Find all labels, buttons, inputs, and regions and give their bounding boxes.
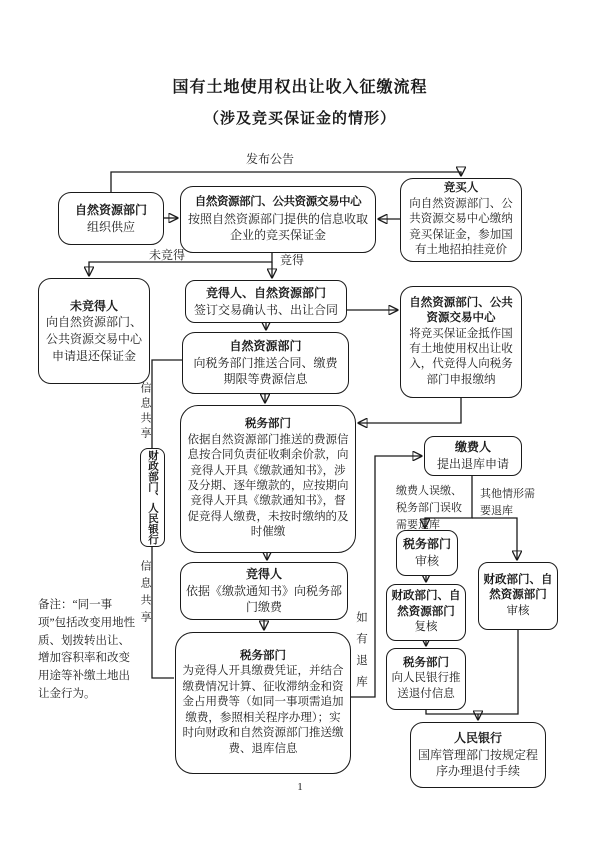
node-fiscal-pboc-bank: [140, 448, 165, 547]
node-pboc: [410, 722, 546, 788]
node-not-won-bidder-body: 向自然资源部门、公共资源交易中心申请退还保证金: [45, 315, 142, 363]
edge-review-merge: [478, 630, 518, 714]
node-sign-contract-title: 竞得人、自然资源部门: [205, 285, 326, 300]
label-info-share-top: 信息共享: [139, 382, 151, 442]
label-won: 竞得: [280, 253, 305, 267]
page-subtitle: （涉及竞买保证金的情形）: [203, 111, 396, 127]
label-if-refund: 如有退库: [355, 611, 367, 697]
node-tax-collect: [180, 405, 356, 553]
node-fiscal-recheck-title: 财政部门、自然资源部门: [391, 590, 461, 618]
node-organize-supply-title: 自然资源部门: [74, 202, 147, 217]
node-collect-deposit-title: 自然资源部门、公共资源交易中心: [194, 196, 362, 209]
edge-offset-to-taxcollect: [359, 398, 461, 423]
node-fiscal-recheck-body: 复核: [414, 621, 438, 634]
node-fiscal-review-body: 审核: [506, 604, 530, 617]
node-sign-contract-body: 签订交易确认书、出让合同: [193, 302, 338, 317]
node-fiscal-review: [478, 562, 558, 630]
node-tax-voucher: [175, 632, 351, 774]
page-number: 1: [297, 781, 303, 793]
node-tax-push-refund: [386, 648, 466, 710]
label-wrong-payment: 缴费人误缴、税务部门误收需要退库: [396, 485, 462, 532]
node-collect-deposit: [180, 186, 376, 253]
node-not-won-bidder-title: 未竞得人: [69, 298, 118, 313]
node-fiscal-review-title: 财政部门、自然资源部门: [483, 573, 553, 602]
node-payer-refund: [424, 436, 522, 476]
node-tax-review-body: 审核: [414, 554, 439, 568]
edge-refund-split-right: [472, 518, 517, 559]
node-winner-pay-body: 依据《缴款通知书》向税务部门缴费: [186, 583, 343, 615]
node-deposit-offset: [400, 286, 522, 398]
node-tax-push-refund-title: 税务部门: [403, 656, 449, 669]
edge-pushrefund-merge: [426, 710, 478, 714]
node-sign-contract: [185, 280, 347, 323]
node-bidder: [400, 178, 522, 262]
node-winner-pay: [180, 562, 348, 620]
node-payer-refund-title: 缴费人: [454, 440, 491, 455]
node-tax-collect-title: 税务部门: [245, 418, 291, 431]
node-tax-voucher-body: 为竞得人开具缴费凭证，并结合缴费情况计算、征收滞纳金和资金占用费等（如同一事项需追加缴费，参照相关程序办理）；实时向财政和自然资源部门推送缴费、退库信息: [182, 665, 344, 755]
node-push-fee-info-body: 向税务部门推送合同、缴费期限等费源信息: [193, 355, 338, 387]
node-fiscal-recheck: [386, 584, 466, 641]
node-push-fee-info: [182, 332, 349, 394]
node-tax-push-refund-body: 向人民银行推送退付信息: [391, 672, 461, 700]
label-publish-notice: 发布公告: [245, 152, 294, 166]
node-pboc-title: 人民银行: [453, 731, 502, 746]
label-other-refund: 其他情形需要退库: [480, 488, 535, 518]
node-tax-voucher-title: 税务部门: [240, 650, 286, 663]
node-payer-refund-body: 提出退库申请: [436, 457, 509, 471]
node-collect-deposit-body: 按照自然资源部门提供的信息收取企业的竞买保证金: [187, 211, 368, 243]
node-organize-supply-body: 组织供应: [86, 219, 135, 234]
node-not-won-bidder: [38, 278, 150, 384]
node-tax-review-title: 税务部门: [402, 537, 451, 552]
node-organize-supply: [58, 192, 164, 245]
page-title: 国有土地使用权出让收入征缴流程: [172, 79, 428, 96]
label-info-share-bottom: 信息共享: [139, 560, 151, 628]
node-fiscal-pboc-bank-title: 财政部门、人民银行: [147, 450, 158, 545]
node-tax-review: [396, 530, 458, 576]
node-bidder-title: 竞买人: [443, 182, 479, 195]
node-deposit-offset-body: 将竞买保证金抵作国有土地使用权出让收入，代竞得人向税务部门申报缴纳: [409, 327, 513, 386]
footnote: 备注：“同一事项”包括改变用地性质、划拨转出让、增加容积率和改变用途等补缴土地出让金行为。: [38, 599, 136, 701]
node-bidder-body: 向自然资源部门、公共资源交易中心缴纳竞买保证金，参加国有土地招拍挂竞价: [409, 197, 513, 257]
node-winner-pay-title: 竞得人: [245, 567, 282, 582]
node-pboc-body: 国库管理部门按规定程序办理退付手续: [417, 747, 538, 779]
node-deposit-offset-title: 自然资源部门、公共资源交易中心: [409, 296, 513, 325]
label-not-won: 未竞得: [148, 248, 185, 262]
node-tax-collect-body: 依据自然资源部门推送的费源信息按合同负责征收剩余价款，向竞得人开具《缴款通知书》，涉及分期、逐年缴款的，应按期向竞得人开具《缴款通知书》，督促竞得人缴费，未按时缴纳的及时催缴: [187, 433, 349, 539]
node-push-fee-info-title: 自然资源部门: [229, 339, 302, 354]
